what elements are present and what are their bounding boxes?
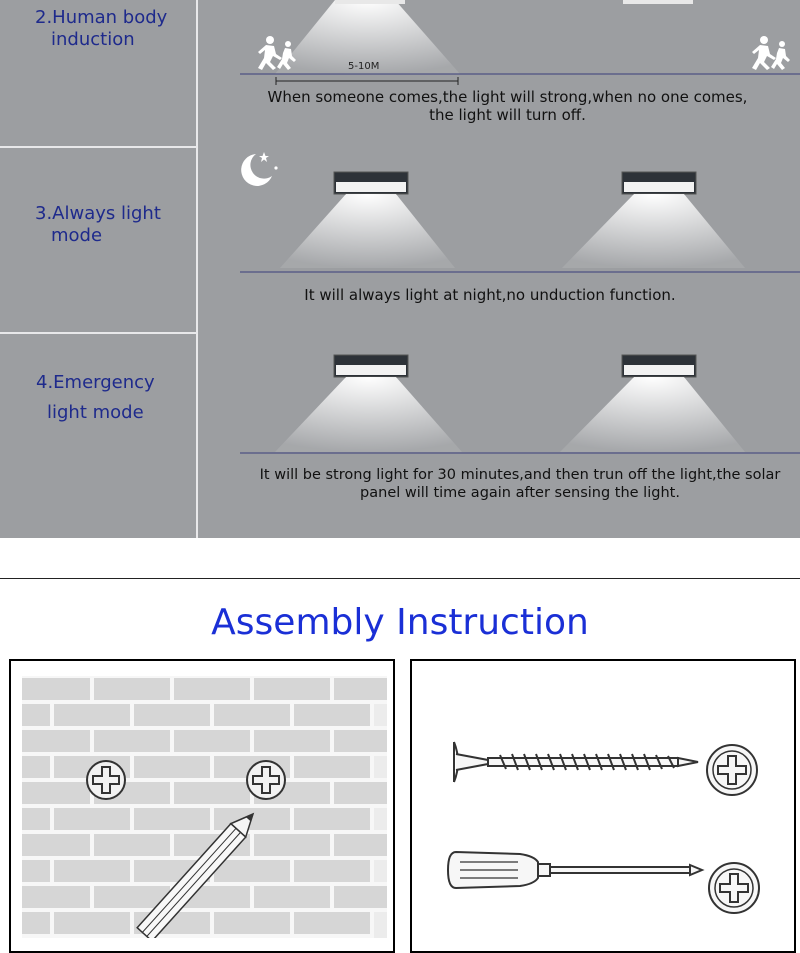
tools-illustration [412,662,792,932]
moon-stars-icon [241,152,277,186]
screw-icon [454,742,698,782]
running-person-icon [752,36,790,70]
mode-label-line: 3.Always light [35,203,161,224]
lamp-body [335,0,405,4]
screw-head-icon [709,863,759,913]
mode-label-line: 4.Emergency [36,372,155,393]
caption-line: the light will turn off. [429,106,586,124]
caption-line: When someone comes,the light will strong,when no one comes, [267,88,748,106]
mode-label-line: light mode [47,402,144,423]
screw-head-icon [707,745,757,795]
mode-label-line: mode [51,225,103,246]
mode-caption-emergency [240,466,800,502]
lamp-unit [280,172,455,268]
caption-line: It will be strong light for 30 minutes,and then trun off the light,the solar [259,467,781,483]
lamp-body [623,0,693,4]
caption-line: panel will time again after sensing the light. [360,485,680,501]
lamp-unit [560,355,745,452]
mode-caption-always-light [240,286,740,304]
caption-line: It will always light at night,no unduction function. [304,286,676,304]
lamp-unit [275,355,462,452]
screw-hole-icon [247,761,285,799]
section-divider [0,578,800,579]
mode-caption-human-body [240,88,775,124]
assembly-title: Assembly Instruction [211,602,589,643]
mode-label-line: 2.Human body [35,7,168,28]
distance-label: 5-10M [348,61,380,72]
screwdriver-icon [448,852,702,888]
screw-hole-icon [87,761,125,799]
brick-wall [22,676,387,938]
mode-label-line: induction [51,29,135,50]
lamp-unit [562,172,745,268]
